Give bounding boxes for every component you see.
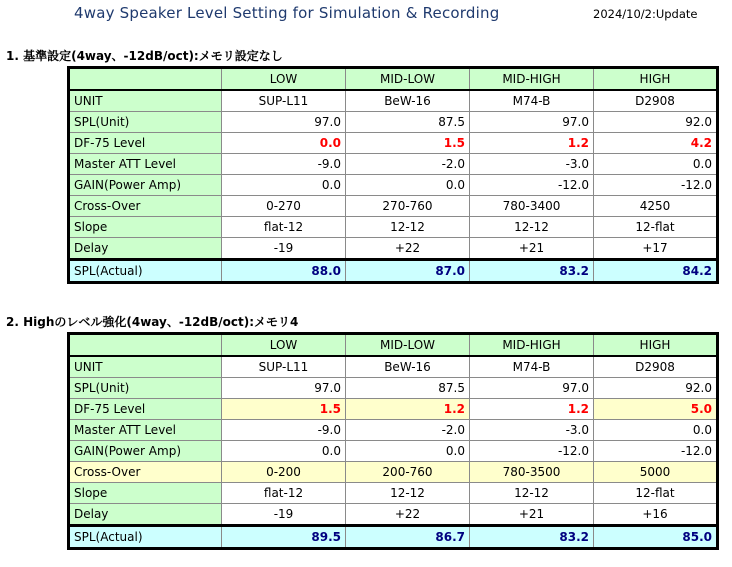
cell: 97.0 [470,112,594,133]
cell: 780-3400 [470,196,594,217]
cell: +16 [594,504,718,526]
column-header-low: LOW [222,334,346,357]
cell: 0.0 [594,420,718,441]
cell: 92.0 [594,112,718,133]
row-delay [69,238,718,260]
cell: -12.0 [594,441,718,462]
header-corner [69,68,222,91]
cell: M74-B [470,90,594,112]
row-unit [69,90,718,112]
cell: 87.0 [346,260,470,283]
cell: D2908 [594,356,718,378]
cell: flat-12 [222,217,346,238]
row-label: Slope [69,217,222,238]
row-label: Master ATT Level [69,154,222,175]
cell: -3.0 [470,420,594,441]
cell: 87.5 [346,112,470,133]
cell: 4.2 [594,133,718,154]
cell: 12-flat [594,217,718,238]
cell: +21 [470,238,594,260]
cell: 1.2 [470,133,594,154]
cell: M74-B [470,356,594,378]
cell: -12.0 [594,175,718,196]
cell: 12-12 [470,217,594,238]
row-label: DF-75 Level [69,399,222,420]
row-label: SPL(Actual) [69,526,222,549]
cell-highlighted: 1.2 [346,399,470,420]
column-header-low: LOW [222,68,346,91]
cell: 97.0 [222,378,346,399]
column-header-mid-high: MID-HIGH [470,334,594,357]
row-cross-over [69,196,718,217]
header-row [69,68,718,91]
cell-highlighted: 200-760 [346,462,470,483]
cell: 0.0 [222,175,346,196]
row-gain [69,441,718,462]
cell: 1.2 [470,399,594,420]
cell: -19 [222,504,346,526]
header-corner [69,334,222,357]
cell: 270-760 [346,196,470,217]
cell: 0.0 [222,133,346,154]
header-row [69,334,718,357]
cell: +22 [346,504,470,526]
row-master-att [69,154,718,175]
row-gain [69,175,718,196]
cell: 0.0 [594,154,718,175]
cell: 0.0 [222,441,346,462]
cell-highlighted: 0-200 [222,462,346,483]
column-header-high: HIGH [594,68,718,91]
cell: -12.0 [470,175,594,196]
column-header-mid-high: MID-HIGH [470,68,594,91]
cell: 83.2 [470,260,594,283]
row-unit [69,356,718,378]
update-date: 2024/10/2:Update [593,7,698,21]
row-label: DF-75 Level [69,133,222,154]
row-label: Delay [69,238,222,260]
cell: -2.0 [346,154,470,175]
cell: BeW-16 [346,90,470,112]
cell: flat-12 [222,483,346,504]
section-2-heading: 2. Highのレベル強化(4way、-12dB/oct):メモリ4 [6,315,299,329]
row-label-highlighted: Cross-Over [69,462,222,483]
row-label: UNIT [69,356,222,378]
cell: 83.2 [470,526,594,549]
cell: 12-12 [346,217,470,238]
cell: 86.7 [346,526,470,549]
row-label: Slope [69,483,222,504]
cell-highlighted: 5.0 [594,399,718,420]
cell: BeW-16 [346,356,470,378]
cell: +17 [594,238,718,260]
cell: 85.0 [594,526,718,549]
cell-highlighted: 1.5 [222,399,346,420]
cell: 97.0 [222,112,346,133]
page-title: 4way Speaker Level Setting for Simulation & Recording [74,4,500,22]
row-label: Delay [69,504,222,526]
row-label: SPL(Actual) [69,260,222,283]
cell: -19 [222,238,346,260]
cell: 0.0 [346,175,470,196]
cell: 88.0 [222,260,346,283]
cell: 84.2 [594,260,718,283]
cell: +22 [346,238,470,260]
cell: 1.5 [346,133,470,154]
cell: 12-12 [470,483,594,504]
cell: 97.0 [470,378,594,399]
cell: 12-flat [594,483,718,504]
level-table-1 [67,66,719,284]
column-header-mid-low: MID-LOW [346,68,470,91]
row-label: Cross-Over [69,196,222,217]
row-df75-level [69,399,718,420]
section-1-heading: 1. 基準設定(4way、-12dB/oct):メモリ設定なし [6,49,283,63]
cell: 0-270 [222,196,346,217]
row-master-att [69,420,718,441]
row-label: SPL(Unit) [69,112,222,133]
row-slope [69,483,718,504]
row-label: GAIN(Power Amp) [69,441,222,462]
row-label: GAIN(Power Amp) [69,175,222,196]
cell: 87.5 [346,378,470,399]
row-spl-unit [69,112,718,133]
cell: -3.0 [470,154,594,175]
cell: -12.0 [470,441,594,462]
column-header-mid-low: MID-LOW [346,334,470,357]
cell: -9.0 [222,154,346,175]
cell-highlighted: 780-3500 [470,462,594,483]
cell: SUP-L11 [222,356,346,378]
column-header-high: HIGH [594,334,718,357]
cell: 4250 [594,196,718,217]
row-label: Master ATT Level [69,420,222,441]
cell: D2908 [594,90,718,112]
row-label: UNIT [69,90,222,112]
row-spl-actual [69,526,718,549]
row-df75-level [69,133,718,154]
row-slope [69,217,718,238]
cell: 89.5 [222,526,346,549]
row-spl-unit [69,378,718,399]
cell: +21 [470,504,594,526]
cell: -9.0 [222,420,346,441]
cell-highlighted: 5000 [594,462,718,483]
row-delay [69,504,718,526]
cell: -2.0 [346,420,470,441]
row-spl-actual [69,260,718,283]
level-table-2 [67,332,719,550]
cell: 92.0 [594,378,718,399]
cell: 12-12 [346,483,470,504]
row-cross-over [69,462,718,483]
cell: SUP-L11 [222,90,346,112]
row-label: SPL(Unit) [69,378,222,399]
cell: 0.0 [346,441,470,462]
